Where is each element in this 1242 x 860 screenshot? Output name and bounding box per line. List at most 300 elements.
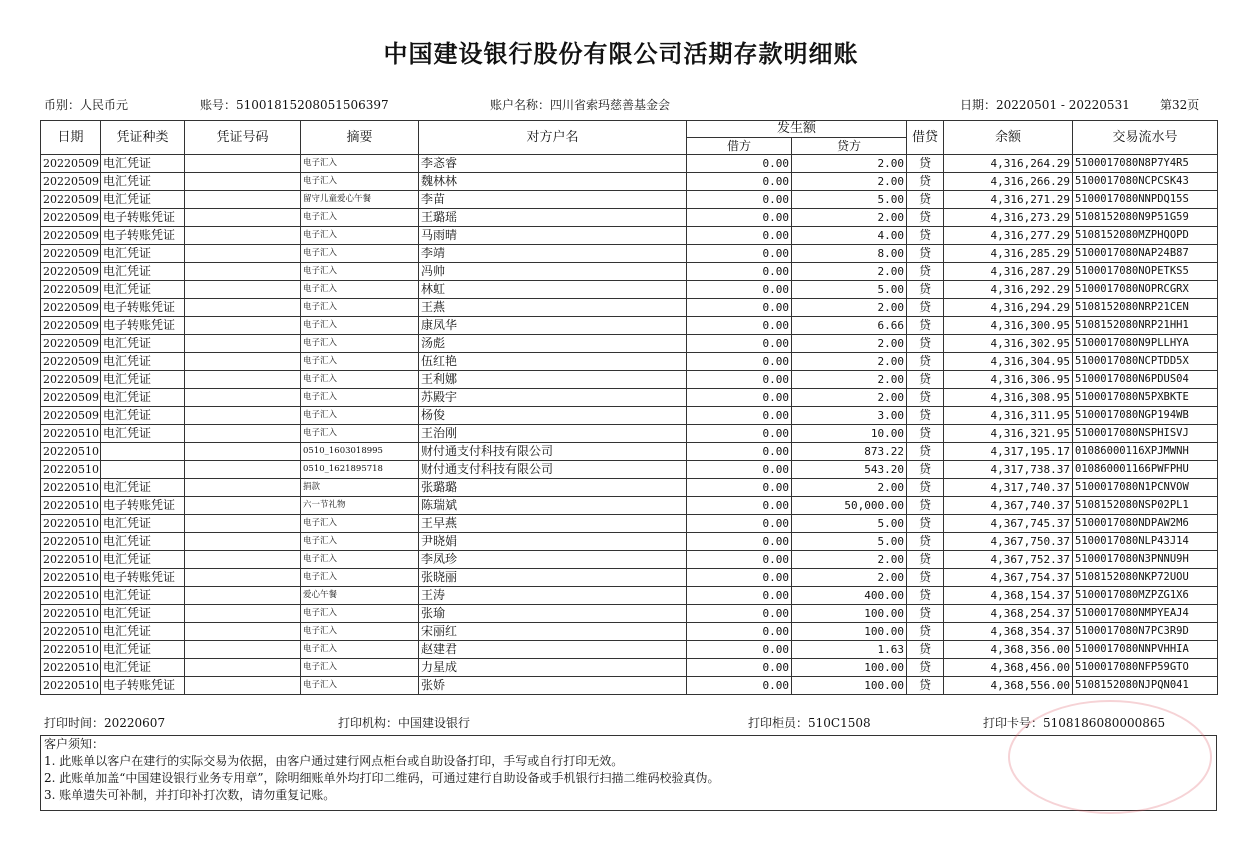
row-counterparty: 王涛 xyxy=(419,587,687,605)
row-voucher-type: 电汇凭证 xyxy=(101,263,185,281)
row-voucher-no xyxy=(185,281,301,299)
row-summary: 电子汇入 xyxy=(301,263,419,281)
row-voucher-type: 电汇凭证 xyxy=(101,407,185,425)
row-date: 20220509 xyxy=(41,335,101,353)
row-debit-credit: 贷 xyxy=(907,623,944,641)
col-debit: 借方 xyxy=(687,138,792,155)
row-counterparty: 汤彪 xyxy=(419,335,687,353)
row-balance: 4,316,264.29 xyxy=(944,155,1073,173)
print-card: 打印卡号：5108186080000865 xyxy=(983,716,1166,730)
row-debit: 0.00 xyxy=(687,425,792,443)
table-row xyxy=(41,623,1218,641)
row-counterparty: 张璐璐 xyxy=(419,479,687,497)
row-debit-credit: 贷 xyxy=(907,281,944,299)
table-row xyxy=(41,551,1218,569)
row-voucher-type: 电汇凭证 xyxy=(101,587,185,605)
print-time: 打印时间：20220607 xyxy=(44,716,166,730)
row-counterparty: 宋丽红 xyxy=(419,623,687,641)
row-summary: 电子汇入 xyxy=(301,281,419,299)
col-date: 日期 xyxy=(41,121,101,155)
col-serial: 交易流水号 xyxy=(1073,121,1218,155)
row-voucher-no xyxy=(185,263,301,281)
row-credit: 5.00 xyxy=(792,515,907,533)
row-debit-credit: 贷 xyxy=(907,299,944,317)
row-credit: 2.00 xyxy=(792,479,907,497)
row-debit-credit: 贷 xyxy=(907,587,944,605)
row-counterparty: 李靖 xyxy=(419,245,687,263)
row-debit: 0.00 xyxy=(687,263,792,281)
row-voucher-no xyxy=(185,659,301,677)
row-balance: 4,316,266.29 xyxy=(944,173,1073,191)
row-counterparty: 财付通支付科技有限公司 xyxy=(419,443,687,461)
row-voucher-type: 电汇凭证 xyxy=(101,533,185,551)
row-summary: 电子汇入 xyxy=(301,245,419,263)
row-voucher-no xyxy=(185,677,301,695)
row-summary: 电子汇入 xyxy=(301,389,419,407)
col-summary: 摘要 xyxy=(301,121,419,155)
row-summary: 电子汇入 xyxy=(301,677,419,695)
row-serial: 5100017080MZPZG1X6 xyxy=(1073,587,1218,605)
col-voucher-no: 凭证号码 xyxy=(185,121,301,155)
row-voucher-type: 电子转账凭证 xyxy=(101,227,185,245)
table-row xyxy=(41,443,1218,461)
row-debit-credit: 贷 xyxy=(907,335,944,353)
row-voucher-type: 电子转账凭证 xyxy=(101,569,185,587)
document-title: 中国建设银行股份有限公司活期存款明细账 xyxy=(383,39,859,68)
row-debit: 0.00 xyxy=(687,299,792,317)
row-debit: 0.00 xyxy=(687,443,792,461)
table-row xyxy=(41,281,1218,299)
row-debit: 0.00 xyxy=(687,641,792,659)
row-credit: 4.00 xyxy=(792,227,907,245)
row-counterparty: 张娇 xyxy=(419,677,687,695)
row-debit-credit: 贷 xyxy=(907,659,944,677)
row-summary: 0510_1603018995 xyxy=(301,443,419,461)
table-row xyxy=(41,299,1218,317)
row-debit: 0.00 xyxy=(687,461,792,479)
row-counterparty: 康凤华 xyxy=(419,317,687,335)
row-summary: 捐款 xyxy=(301,479,419,497)
row-credit: 2.00 xyxy=(792,389,907,407)
row-date: 20220509 xyxy=(41,263,101,281)
row-voucher-type: 电汇凭证 xyxy=(101,479,185,497)
row-voucher-type: 电汇凭证 xyxy=(101,623,185,641)
row-balance: 4,316,294.29 xyxy=(944,299,1073,317)
table-row xyxy=(41,191,1218,209)
row-balance: 4,368,456.00 xyxy=(944,659,1073,677)
row-voucher-type: 电子转账凭证 xyxy=(101,497,185,515)
row-balance: 4,316,271.29 xyxy=(944,191,1073,209)
row-date: 20220509 xyxy=(41,173,101,191)
row-serial: 5108152080NSP02PL1 xyxy=(1073,497,1218,515)
row-debit-credit: 贷 xyxy=(907,605,944,623)
table-row xyxy=(41,461,1218,479)
table-row xyxy=(41,173,1218,191)
row-date: 20220509 xyxy=(41,371,101,389)
table-row xyxy=(41,605,1218,623)
row-summary: 电子汇入 xyxy=(301,155,419,173)
row-balance: 4,316,304.95 xyxy=(944,353,1073,371)
row-credit: 2.00 xyxy=(792,299,907,317)
row-voucher-type: 电汇凭证 xyxy=(101,551,185,569)
row-debit: 0.00 xyxy=(687,479,792,497)
row-date: 20220510 xyxy=(41,515,101,533)
table-row xyxy=(41,659,1218,677)
row-voucher-type: 电汇凭证 xyxy=(101,641,185,659)
row-debit-credit: 贷 xyxy=(907,263,944,281)
row-debit-credit: 贷 xyxy=(907,371,944,389)
row-credit: 8.00 xyxy=(792,245,907,263)
row-balance: 4,367,750.37 xyxy=(944,533,1073,551)
row-debit: 0.00 xyxy=(687,533,792,551)
row-summary: 0510_1621895718 xyxy=(301,461,419,479)
row-serial: 5100017080N8P7Y4R5 xyxy=(1073,155,1218,173)
row-date: 20220509 xyxy=(41,353,101,371)
row-debit: 0.00 xyxy=(687,587,792,605)
row-serial: 5100017080NCPCSK43 xyxy=(1073,173,1218,191)
row-date: 20220509 xyxy=(41,407,101,425)
row-credit: 2.00 xyxy=(792,263,907,281)
row-debit: 0.00 xyxy=(687,335,792,353)
table-row xyxy=(41,317,1218,335)
row-counterparty: 李忞睿 xyxy=(419,155,687,173)
row-balance: 4,368,254.37 xyxy=(944,605,1073,623)
row-debit-credit: 贷 xyxy=(907,209,944,227)
row-credit: 873.22 xyxy=(792,443,907,461)
row-counterparty: 财付通支付科技有限公司 xyxy=(419,461,687,479)
row-summary: 爱心午餐 xyxy=(301,587,419,605)
row-debit: 0.00 xyxy=(687,281,792,299)
row-counterparty: 张晓丽 xyxy=(419,569,687,587)
row-summary: 电子汇入 xyxy=(301,641,419,659)
table-row xyxy=(41,569,1218,587)
row-voucher-type: 电汇凭证 xyxy=(101,353,185,371)
row-summary: 电子汇入 xyxy=(301,623,419,641)
row-balance: 4,368,356.00 xyxy=(944,641,1073,659)
row-date: 20220510 xyxy=(41,479,101,497)
row-serial: 5100017080NFP59GTO xyxy=(1073,659,1218,677)
notice-item: 1. 此账单以客户在建行的实际交易为依据，由客户通过建行网点柜台或自助设备打印，手写或自行打印无效。 xyxy=(44,754,624,768)
row-credit: 2.00 xyxy=(792,551,907,569)
row-serial: 5108152080NRP21CEN xyxy=(1073,299,1218,317)
row-counterparty: 张瑜 xyxy=(419,605,687,623)
row-date: 20220510 xyxy=(41,551,101,569)
col-counterparty: 对方户名 xyxy=(419,121,687,155)
row-balance: 4,316,273.29 xyxy=(944,209,1073,227)
row-debit: 0.00 xyxy=(687,515,792,533)
row-credit: 50,000.00 xyxy=(792,497,907,515)
row-date: 20220510 xyxy=(41,425,101,443)
row-summary: 电子汇入 xyxy=(301,353,419,371)
col-credit: 贷方 xyxy=(792,138,907,155)
row-balance: 4,316,277.29 xyxy=(944,227,1073,245)
row-serial: 5100017080N7PC3R9D xyxy=(1073,623,1218,641)
row-credit: 2.00 xyxy=(792,209,907,227)
row-summary: 电子汇入 xyxy=(301,227,419,245)
row-voucher-no xyxy=(185,623,301,641)
row-balance: 4,368,154.37 xyxy=(944,587,1073,605)
row-date: 20220510 xyxy=(41,659,101,677)
row-voucher-no xyxy=(185,443,301,461)
row-debit-credit: 贷 xyxy=(907,407,944,425)
row-balance: 4,367,752.37 xyxy=(944,551,1073,569)
row-balance: 4,316,306.95 xyxy=(944,371,1073,389)
row-debit-credit: 贷 xyxy=(907,317,944,335)
row-voucher-no xyxy=(185,299,301,317)
row-debit: 0.00 xyxy=(687,659,792,677)
row-balance: 4,316,311.95 xyxy=(944,407,1073,425)
row-debit-credit: 贷 xyxy=(907,425,944,443)
row-credit: 400.00 xyxy=(792,587,907,605)
row-credit: 2.00 xyxy=(792,353,907,371)
table-header-row xyxy=(41,121,1218,138)
row-debit: 0.00 xyxy=(687,407,792,425)
row-voucher-type: 电汇凭证 xyxy=(101,425,185,443)
row-voucher-type: 电汇凭证 xyxy=(101,605,185,623)
row-summary: 电子汇入 xyxy=(301,209,419,227)
table-row xyxy=(41,263,1218,281)
row-debit: 0.00 xyxy=(687,317,792,335)
row-debit-credit: 贷 xyxy=(907,533,944,551)
row-voucher-type: 电汇凭证 xyxy=(101,371,185,389)
row-counterparty: 杨俊 xyxy=(419,407,687,425)
row-balance: 4,367,754.37 xyxy=(944,569,1073,587)
row-balance: 4,367,745.37 xyxy=(944,515,1073,533)
row-voucher-no xyxy=(185,551,301,569)
row-date: 20220510 xyxy=(41,569,101,587)
row-counterparty: 魏林林 xyxy=(419,173,687,191)
table-row xyxy=(41,515,1218,533)
row-date: 20220510 xyxy=(41,623,101,641)
row-credit: 5.00 xyxy=(792,533,907,551)
row-voucher-type: 电子转账凭证 xyxy=(101,677,185,695)
row-voucher-type: 电汇凭证 xyxy=(101,155,185,173)
row-counterparty: 赵建君 xyxy=(419,641,687,659)
row-serial: 5100017080NSPHISVJ xyxy=(1073,425,1218,443)
table-row xyxy=(41,677,1218,695)
table-row xyxy=(41,209,1218,227)
row-voucher-no xyxy=(185,605,301,623)
row-voucher-no xyxy=(185,533,301,551)
row-balance: 4,317,738.37 xyxy=(944,461,1073,479)
row-counterparty: 林虹 xyxy=(419,281,687,299)
row-date: 20220510 xyxy=(41,533,101,551)
row-balance: 4,317,195.17 xyxy=(944,443,1073,461)
table-row xyxy=(41,335,1218,353)
row-serial: 5108152080NJPQN041 xyxy=(1073,677,1218,695)
row-voucher-no xyxy=(185,515,301,533)
row-debit: 0.00 xyxy=(687,569,792,587)
row-voucher-type: 电汇凭证 xyxy=(101,515,185,533)
row-debit: 0.00 xyxy=(687,677,792,695)
print-teller: 打印柜员：510C1508 xyxy=(748,716,871,730)
row-summary: 电子汇入 xyxy=(301,605,419,623)
row-debit: 0.00 xyxy=(687,173,792,191)
row-voucher-no xyxy=(185,461,301,479)
row-voucher-no xyxy=(185,389,301,407)
row-summary: 电子汇入 xyxy=(301,533,419,551)
row-voucher-no xyxy=(185,407,301,425)
row-serial: 5100017080NDPAW2M6 xyxy=(1073,515,1218,533)
row-summary: 电子汇入 xyxy=(301,569,419,587)
row-credit: 10.00 xyxy=(792,425,907,443)
row-voucher-no xyxy=(185,641,301,659)
row-summary: 电子汇入 xyxy=(301,659,419,677)
row-serial: 5100017080NGP194WB xyxy=(1073,407,1218,425)
row-date: 20220510 xyxy=(41,605,101,623)
row-serial: 5100017080N5PXBKTE xyxy=(1073,389,1218,407)
row-voucher-type: 电汇凭证 xyxy=(101,389,185,407)
row-credit: 100.00 xyxy=(792,623,907,641)
col-amount: 发生额 xyxy=(687,121,907,138)
row-credit: 5.00 xyxy=(792,281,907,299)
table-row xyxy=(41,425,1218,443)
row-voucher-no xyxy=(185,245,301,263)
table-row xyxy=(41,533,1218,551)
row-summary: 电子汇入 xyxy=(301,515,419,533)
row-voucher-no xyxy=(185,209,301,227)
currency-label: 币别：人民币元 xyxy=(44,98,129,112)
row-credit: 6.66 xyxy=(792,317,907,335)
row-serial: 5100017080NOPRCGRX xyxy=(1073,281,1218,299)
row-balance: 4,316,308.95 xyxy=(944,389,1073,407)
row-date: 20220510 xyxy=(41,497,101,515)
row-summary: 电子汇入 xyxy=(301,335,419,353)
row-serial: 5100017080NCPTDD5X xyxy=(1073,353,1218,371)
table-row xyxy=(41,227,1218,245)
row-debit: 0.00 xyxy=(687,623,792,641)
transaction-table xyxy=(40,120,1218,695)
account-number: 账号：51001815208051506397 xyxy=(200,98,389,112)
row-voucher-type xyxy=(101,461,185,479)
table-row xyxy=(41,641,1218,659)
row-serial: 5100017080NNPVHHIA xyxy=(1073,641,1218,659)
row-credit: 100.00 xyxy=(792,659,907,677)
row-date: 20220510 xyxy=(41,677,101,695)
account-name: 账户名称：四川省索玛慈善基金会 xyxy=(490,98,671,112)
row-serial: 5100017080NLP43J14 xyxy=(1073,533,1218,551)
row-counterparty: 李凤珍 xyxy=(419,551,687,569)
row-debit-credit: 贷 xyxy=(907,227,944,245)
row-date: 20220509 xyxy=(41,389,101,407)
row-serial: 5100017080NOPETKS5 xyxy=(1073,263,1218,281)
row-voucher-no xyxy=(185,335,301,353)
table-row xyxy=(41,497,1218,515)
row-debit-credit: 贷 xyxy=(907,461,944,479)
row-voucher-type: 电汇凭证 xyxy=(101,281,185,299)
customer-notice xyxy=(40,735,1217,811)
row-debit: 0.00 xyxy=(687,551,792,569)
row-serial: 5108152080NRP21HH1 xyxy=(1073,317,1218,335)
row-balance: 4,316,285.29 xyxy=(944,245,1073,263)
row-serial: 5100017080NMPYEAJ4 xyxy=(1073,605,1218,623)
row-debit-credit: 贷 xyxy=(907,389,944,407)
row-summary: 留守儿童爱心午餐 xyxy=(301,191,419,209)
row-credit: 5.00 xyxy=(792,191,907,209)
row-credit: 3.00 xyxy=(792,407,907,425)
table-row xyxy=(41,389,1218,407)
row-counterparty: 王燕 xyxy=(419,299,687,317)
row-debit: 0.00 xyxy=(687,155,792,173)
row-summary: 电子汇入 xyxy=(301,317,419,335)
notice-heading: 客户须知： xyxy=(44,737,105,751)
row-serial: 01086000116XPJMWNH xyxy=(1073,443,1218,461)
row-credit: 100.00 xyxy=(792,677,907,695)
notice-item: 2. 此账单加盖“中国建设银行业务专用章”，除明细账单外均打印二维码，可通过建行自助设备或手机银行扫描二维码校验真伪。 xyxy=(44,771,720,785)
table-row xyxy=(41,407,1218,425)
row-summary: 六一节礼物 xyxy=(301,497,419,515)
row-credit: 1.63 xyxy=(792,641,907,659)
row-voucher-no xyxy=(185,191,301,209)
row-debit-credit: 贷 xyxy=(907,353,944,371)
row-debit: 0.00 xyxy=(687,371,792,389)
row-counterparty: 李苗 xyxy=(419,191,687,209)
row-summary: 电子汇入 xyxy=(301,407,419,425)
row-debit-credit: 贷 xyxy=(907,479,944,497)
table-body xyxy=(41,155,1218,695)
row-summary: 电子汇入 xyxy=(301,425,419,443)
row-serial: 5100017080N1PCNVOW xyxy=(1073,479,1218,497)
row-voucher-type xyxy=(101,443,185,461)
row-credit: 2.00 xyxy=(792,155,907,173)
row-debit: 0.00 xyxy=(687,353,792,371)
row-date: 20220509 xyxy=(41,245,101,263)
row-counterparty: 王早燕 xyxy=(419,515,687,533)
row-counterparty: 冯帅 xyxy=(419,263,687,281)
col-balance: 余额 xyxy=(944,121,1073,155)
row-summary: 电子汇入 xyxy=(301,551,419,569)
row-counterparty: 马雨晴 xyxy=(419,227,687,245)
row-balance: 4,316,302.95 xyxy=(944,335,1073,353)
row-counterparty: 陈瑞斌 xyxy=(419,497,687,515)
row-debit-credit: 贷 xyxy=(907,515,944,533)
row-voucher-no xyxy=(185,587,301,605)
row-serial: 5100017080N9PLLHYA xyxy=(1073,335,1218,353)
row-debit: 0.00 xyxy=(687,497,792,515)
row-voucher-no xyxy=(185,155,301,173)
row-voucher-type: 电汇凭证 xyxy=(101,659,185,677)
row-counterparty: 尹晓娟 xyxy=(419,533,687,551)
row-serial: 5100017080N6PDUS04 xyxy=(1073,371,1218,389)
notice-item: 3. 账单遗失可补制，并打印补打次数，请勿重复记账。 xyxy=(44,788,336,802)
row-date: 20220509 xyxy=(41,155,101,173)
row-voucher-no xyxy=(185,317,301,335)
row-balance: 4,368,354.37 xyxy=(944,623,1073,641)
row-voucher-type: 电子转账凭证 xyxy=(101,317,185,335)
date-range: 日期：20220501 - 20220531 xyxy=(960,98,1130,112)
table-row xyxy=(41,155,1218,173)
row-debit-credit: 贷 xyxy=(907,551,944,569)
row-counterparty: 力星成 xyxy=(419,659,687,677)
row-date: 20220509 xyxy=(41,191,101,209)
col-debit-credit: 借贷 xyxy=(907,121,944,155)
row-date: 20220509 xyxy=(41,317,101,335)
row-date: 20220510 xyxy=(41,443,101,461)
row-debit-credit: 贷 xyxy=(907,443,944,461)
row-balance: 4,316,300.95 xyxy=(944,317,1073,335)
row-counterparty: 苏殿宇 xyxy=(419,389,687,407)
row-date: 20220509 xyxy=(41,227,101,245)
row-counterparty: 王璐瑶 xyxy=(419,209,687,227)
row-credit: 2.00 xyxy=(792,335,907,353)
row-credit: 2.00 xyxy=(792,569,907,587)
row-debit-credit: 贷 xyxy=(907,677,944,695)
row-voucher-type: 电子转账凭证 xyxy=(101,299,185,317)
row-balance: 4,368,556.00 xyxy=(944,677,1073,695)
row-voucher-no xyxy=(185,353,301,371)
table-row xyxy=(41,479,1218,497)
row-debit: 0.00 xyxy=(687,605,792,623)
